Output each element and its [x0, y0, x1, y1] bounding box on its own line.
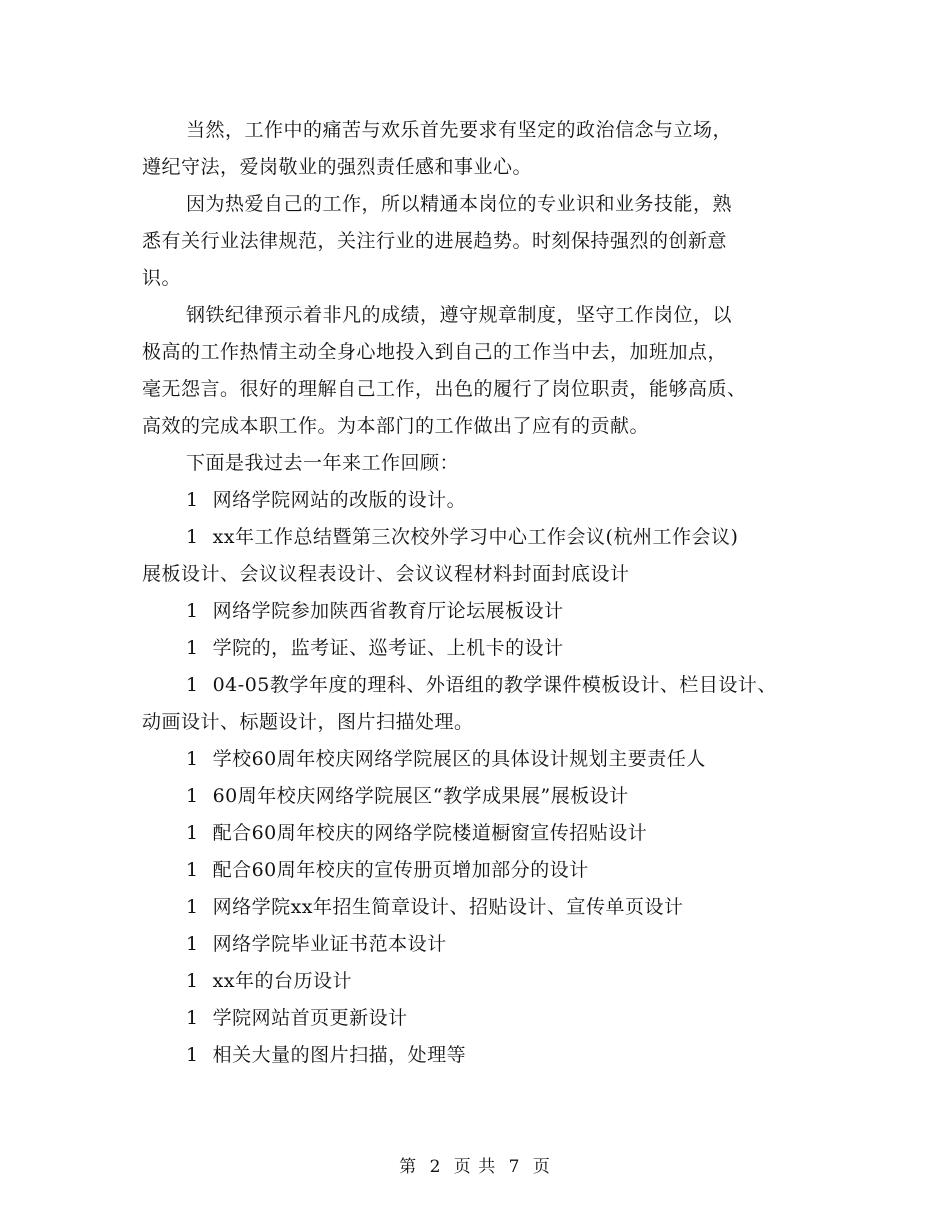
- text-line: 悉有关行业法律规范，关注行业的进展趋势。时刻保持强烈的创新意: [142, 230, 728, 252]
- list-item-text: 学校60周年校庆网络学院展区的具体设计规划主要责任人: [212, 748, 706, 770]
- paragraph: [142, 186, 832, 297]
- list-item-line: [142, 593, 832, 630]
- text-line: 毫无怨言。很好的理解自己工作，出色的履行了岗位职责，能够高质、: [142, 378, 747, 400]
- list-item-continuation: 展板设计、会议议程表设计、会议议程材料封面封底设计: [142, 563, 630, 585]
- list-item-continuation: 动画设计、标题设计，图片扫描处理。: [142, 711, 474, 733]
- list-item-line: [142, 778, 832, 815]
- list-item-text: 网络学院网站的改版的设计。: [212, 489, 467, 511]
- list-item-line: [142, 963, 832, 1000]
- list-item-number: 1: [186, 674, 199, 696]
- list-item: [142, 778, 832, 815]
- list-item-line: [142, 815, 832, 852]
- text-line: 识。: [142, 267, 182, 289]
- list-item-number: 1: [186, 1007, 199, 1029]
- text-line: 因为热爱自己的工作，所以精通本岗位的专业识和业务技能，熟: [186, 193, 733, 215]
- total-page-count: 7: [508, 1157, 521, 1177]
- list-item-number: 1: [186, 489, 199, 511]
- list-item: [142, 630, 832, 667]
- list-item-line: [142, 630, 832, 667]
- footer-middle: 页 共: [453, 1157, 497, 1177]
- list-item-number: 1: [186, 600, 199, 622]
- list-item-text: 学院的，监考证、巡考证、上机卡的设计: [212, 637, 564, 659]
- list-item-line: [142, 1037, 832, 1074]
- list-item-text: 04-05教学年度的理科、外语组的教学课件模板设计、栏目设计、: [212, 674, 777, 696]
- list-item-line: [142, 519, 832, 556]
- list-item-line: [142, 926, 832, 963]
- text-line: 遵纪守法，爱岗敬业的强烈责任感和事业心。: [142, 156, 533, 178]
- list-item-text: 配合60周年校庆的网络学院楼道橱窗宣传招贴设计: [212, 822, 648, 844]
- list-item-line: [142, 889, 832, 926]
- list-item-text: 60周年校庆网络学院展区“教学成果展”展板设计: [212, 785, 629, 807]
- list-item: [142, 667, 832, 741]
- list-item: [142, 1037, 832, 1074]
- list-item-text: 网络学院xx年招生简章设计、招贴设计、宣传单页设计: [212, 896, 684, 918]
- list-item-line: [142, 482, 832, 519]
- list-item-number: 1: [186, 970, 199, 992]
- list-item-text: xx年工作总结暨第三次校外学习中心工作会议(杭州工作会议): [212, 526, 739, 548]
- list-item-number: 1: [186, 896, 199, 918]
- list-item: [142, 852, 832, 889]
- list-item-text: 学院网站首页更新设计: [212, 1007, 408, 1029]
- list-item: [142, 482, 832, 519]
- list-item-text: 网络学院毕业证书范本设计: [212, 933, 447, 955]
- list-item-text: 配合60周年校庆的宣传册页增加部分的设计: [212, 859, 589, 881]
- list-item-number: 1: [186, 748, 199, 770]
- list-item-line: [142, 667, 832, 704]
- list-item-number: 1: [186, 785, 199, 807]
- list-item-line: [142, 852, 832, 889]
- list-item-number: 1: [186, 637, 199, 659]
- list-item: [142, 926, 832, 963]
- footer-prefix: 第: [399, 1157, 418, 1177]
- list-item-text: xx年的台历设计: [212, 970, 353, 992]
- list-item-line: [142, 741, 832, 778]
- list-item: [142, 593, 832, 630]
- text-line: 下面是我过去一年来工作回顾：: [186, 452, 460, 474]
- list-item: [142, 741, 832, 778]
- list-item: [142, 1000, 832, 1037]
- list-item: [142, 963, 832, 1000]
- paragraph: [142, 445, 832, 482]
- work-review-list: [142, 482, 832, 1074]
- list-item-text: 网络学院参加陕西省教育厅论坛展板设计: [212, 600, 564, 622]
- list-item-number: 1: [186, 1044, 199, 1066]
- text-line: 极高的工作热情主动全身心地投入到自己的工作当中去，加班加点，: [142, 341, 728, 363]
- list-item: [142, 519, 832, 593]
- list-item: [142, 815, 832, 852]
- text-line: 当然，工作中的痛苦与欢乐首先要求有坚定的政治信念与立场，: [186, 119, 733, 141]
- list-item-number: 1: [186, 859, 199, 881]
- list-item-number: 1: [186, 526, 199, 548]
- text-line: 钢铁纪律预示着非凡的成绩，遵守规章制度，坚守工作岗位，以: [186, 304, 733, 326]
- list-item-number: 1: [186, 933, 199, 955]
- page-number-footer: [0, 1152, 950, 1177]
- list-item-number: 1: [186, 822, 199, 844]
- text-line: 高效的完成本职工作。为本部门的工作做出了应有的贡献。: [142, 415, 650, 437]
- paragraph: [142, 112, 832, 186]
- current-page-number: 2: [429, 1157, 442, 1177]
- list-item: [142, 889, 832, 926]
- list-item-line: [142, 1000, 832, 1037]
- list-item-text: 相关大量的图片扫描，处理等: [212, 1044, 467, 1066]
- paragraph: [142, 297, 832, 445]
- document-body: [142, 112, 832, 1074]
- footer-suffix: 页: [532, 1157, 551, 1177]
